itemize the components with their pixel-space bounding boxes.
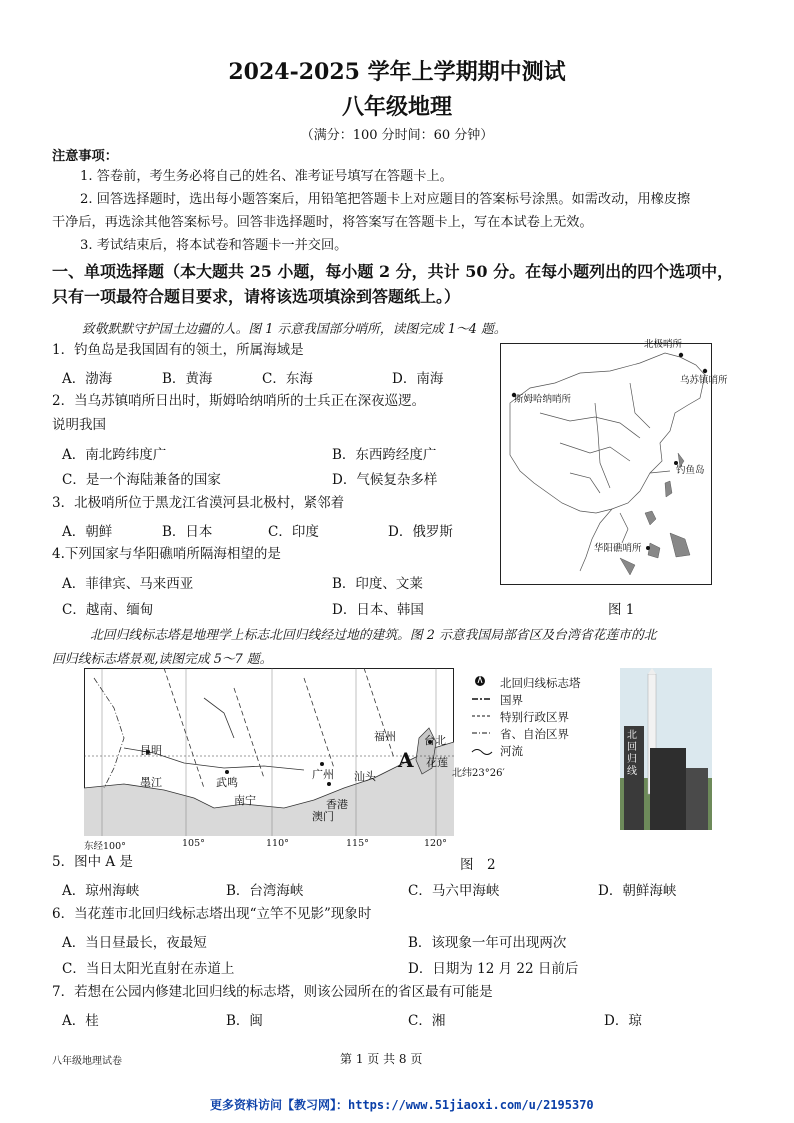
lon-label-115: 115° — [346, 838, 369, 849]
fig1-label-wusu: 乌苏镇哨所 — [680, 375, 728, 386]
q6-option-d: D．日期为 12 月 22 日前后 — [408, 961, 579, 977]
q5-stem: 5．图中 A 是 — [52, 854, 133, 870]
exam-title: 2024-2025 学年上学期期中测试 — [228, 59, 566, 85]
legend-tower: 北回归线标志塔 — [500, 676, 581, 690]
q1-stem: 1．钓鱼岛是我国固有的领土，所属海域是 — [52, 342, 304, 358]
fig1-label-north: 北极哨所 — [644, 339, 683, 350]
lon-label-120: 120° — [424, 838, 447, 849]
legend-river: 河流 — [500, 744, 523, 758]
notice-item-2a: 2. 回答选择题时，选出每小题答案后，用铅笔把答题卡上对应题目的答案标号涂黑。如需改动，用橡皮擦 — [80, 192, 691, 207]
q7-option-b: B．闽 — [226, 1013, 263, 1029]
legend-sar-border: 特别行政区界 — [500, 710, 569, 724]
fig1-label-simu: 斯姆哈纳哨所 — [514, 394, 572, 405]
intro-2b: 回归线标志塔景观,读图完成 5～7 题。 — [52, 652, 273, 667]
lon-label-110: 110° — [266, 838, 289, 849]
notice-item-1: 1. 答卷前，考生务必将自己的姓名、准考证号填写在答题卡上。 — [80, 169, 453, 184]
strait-mark-a: A — [398, 748, 414, 772]
exam-subject: 八年级地理 — [341, 94, 452, 120]
city-kunming: 昆明 — [140, 744, 162, 757]
city-wuming: 武鸣 — [216, 776, 238, 789]
notice-item-2b: 干净后，再选涂其他答案标号。回答非选择题时，将答案写在答题卡上，写在本试卷上无效。 — [52, 215, 593, 230]
q1-option-d: D．南海 — [392, 371, 444, 387]
q2-option-a: A．南北跨纬度广 — [62, 447, 167, 463]
q7-option-d: D．琼 — [604, 1013, 642, 1029]
footer-subject: 八年级地理试卷 — [52, 1056, 122, 1067]
lon-label-100: 东经100° — [84, 841, 126, 852]
q2-stem-2: 说明我国 — [52, 417, 106, 433]
q7-option-c: C．湘 — [408, 1013, 446, 1029]
q4-option-d: D．日本、韩国 — [332, 602, 424, 618]
north-post-dot — [679, 353, 683, 357]
q2-option-c: C．是一个海陆兼备的国家 — [62, 472, 221, 488]
q3-option-b: B．日本 — [162, 524, 213, 540]
intro-1: 致敬默默守护国土边疆的人。图 1 示意我国部分哨所，读图完成 1～4 题。 — [82, 322, 507, 337]
notice-heading: 注意事项： — [52, 149, 118, 164]
footer-page-number: 第 1 页 共 8 页 — [340, 1052, 423, 1066]
city-guangzhou: 广州 — [312, 768, 334, 781]
q2-option-d: D．气候复杂多样 — [332, 472, 438, 488]
fig1-caption: 图 1 — [608, 602, 635, 618]
q6-option-c: C．当日太阳光直射在赤道上 — [62, 961, 235, 977]
q2-stem-1: 2．当乌苏镇哨所日出时，斯姆哈纳哨所的士兵正在深夜巡逻。 — [52, 393, 426, 409]
q3-option-d: D．俄罗斯 — [388, 524, 453, 540]
q4-option-c: C．越南、缅甸 — [62, 602, 154, 618]
legend-province-border: 省、自治区界 — [500, 727, 569, 741]
q5-option-d: D．朝鲜海峡 — [598, 883, 677, 899]
city-hualian: 花莲 — [426, 756, 448, 769]
notice-item-3: 3. 考试结束后，将本试卷和答题卡一并交回。 — [80, 238, 348, 253]
q7-stem: 7．若想在公园内修建北回归线的标志塔，则该公园所在的省区最有可能是 — [52, 984, 493, 1000]
q4-option-a: A．菲律宾、马来西亚 — [62, 576, 194, 592]
q1-option-a: A．渤海 — [62, 371, 113, 387]
q4-stem: 4.下列国家与华阳礁哨所隔海相望的是 — [52, 546, 281, 562]
fig1-label-huayang: 华阳礁哨所 — [594, 543, 642, 554]
section-heading-line1: 一、单项选择题（本大题共 25 小题，每小题 2 分，共计 50 分。在每小题列出的四个选项中， — [52, 262, 734, 281]
q3-option-c: C．印度 — [268, 524, 319, 540]
huayang-post-dot — [646, 546, 650, 550]
q6-stem: 6．当花莲市北回归线标志塔出现“立竿不见影”现象时 — [52, 906, 372, 922]
exam-meta: （满分：100 分时间：60 分钟） — [300, 128, 494, 143]
city-mojiang: 墨江 — [140, 776, 162, 789]
intro-2a: 北回归线标志塔是地理学上标志北回归线经过地的建筑。图 2 示意我国局部省区及台湾省花莲市的北 — [90, 628, 657, 643]
tropic-label: 北纬23°26′ — [452, 768, 505, 779]
lon-label-105: 105° — [182, 838, 205, 849]
q3-stem: 3．北极哨所位于黑龙江省漠河县北极村，紧邻着 — [52, 495, 345, 511]
section-heading-line2: 只有一项最符合题目要求，请将该选项填涂到答题纸上。） — [52, 287, 461, 306]
q5-option-c: C．马六甲海峡 — [408, 883, 500, 899]
fig2-caption: 图 2 — [460, 857, 496, 873]
legend-border: 国界 — [500, 693, 523, 707]
city-shantou: 汕头 — [354, 770, 376, 783]
city-aomen: 澳门 — [312, 810, 334, 823]
q1-option-b: B．黄海 — [162, 371, 213, 387]
photo-sign-text: 北回归线 — [627, 730, 637, 777]
q6-option-b: B．该现象一年可出现两次 — [408, 935, 567, 951]
q7-option-a: A．桂 — [62, 1013, 99, 1029]
city-nanning: 南宁 — [234, 794, 256, 807]
q5-option-a: A．琼州海峡 — [62, 883, 140, 899]
city-fuzhou: 福州 — [374, 730, 396, 743]
q2-option-b: B．东西跨经度广 — [332, 447, 437, 463]
fig1-label-diaoyu: 钓鱼岛 — [676, 465, 705, 476]
q4-option-b: B．印度、文莱 — [332, 576, 423, 592]
q5-option-b: B．台湾海峡 — [226, 883, 304, 899]
q3-option-a: A．朝鲜 — [62, 524, 113, 540]
city-xianggang: 香港 — [326, 798, 348, 811]
q6-option-a: A．当日昼最长，夜最短 — [62, 935, 207, 951]
city-taibei: 台北 — [424, 734, 446, 747]
footer-resource-link[interactable]: 更多资料访问【教习网】：https://www.51jiaoxi.com/u/2195370 — [210, 1098, 594, 1112]
q1-option-c: C．东海 — [262, 371, 313, 387]
